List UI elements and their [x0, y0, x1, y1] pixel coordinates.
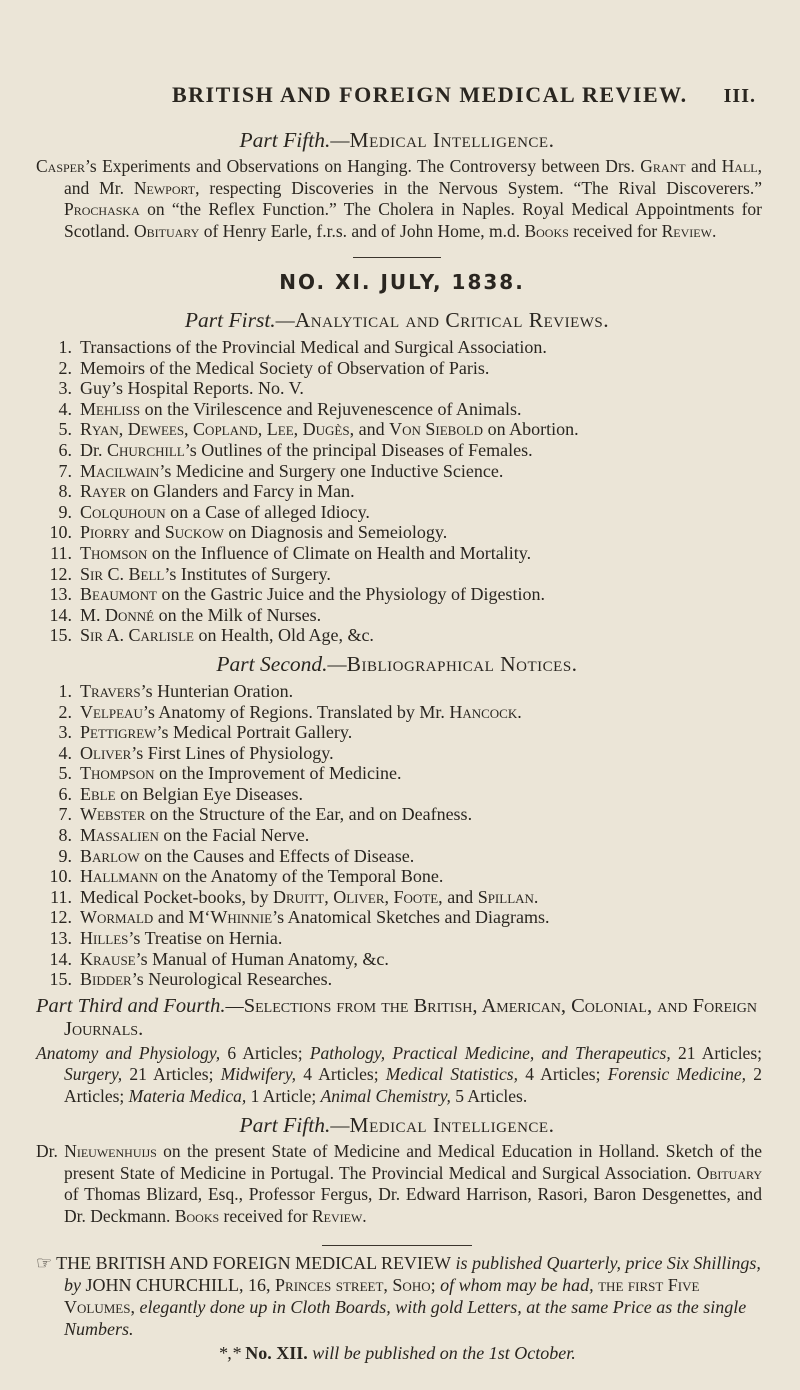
text-run: Wormald: [80, 907, 154, 928]
item-text: [80, 378, 762, 399]
text-run: Medical Pocket-books, by: [80, 886, 273, 907]
text-run: ;: [430, 1275, 441, 1296]
item-number: 6.: [58, 439, 72, 460]
next-number: No. XII.: [245, 1343, 308, 1364]
text-run: Churchill: [107, 439, 185, 460]
item-text: [80, 763, 762, 784]
list-item: [32, 743, 762, 764]
heading-caps: Bibliographical Notices.: [346, 651, 578, 676]
item-text: [80, 399, 762, 420]
item-number: 4.: [58, 742, 72, 763]
item-text: [80, 543, 762, 564]
item-number: 9.: [58, 501, 72, 522]
item-number: 3.: [58, 722, 72, 743]
text-run: .: [517, 701, 522, 722]
text-run: ’s Anatomical Sketches and Diagrams.: [272, 907, 550, 928]
text-run: ’s First Lines of Physiology.: [131, 742, 334, 763]
text-run: and: [153, 907, 189, 928]
list-item: [32, 681, 762, 702]
notice-text: [56, 1253, 761, 1339]
next-number-notice: [32, 1343, 762, 1364]
text-run: received for: [568, 220, 662, 241]
list-item: [32, 440, 762, 461]
text-run: ,: [130, 1297, 140, 1318]
item-text: [80, 702, 762, 723]
part-second-heading: [32, 650, 762, 678]
item-number: 13.: [49, 928, 72, 949]
issue-title: NO. XI. JULY, 1838.: [279, 270, 525, 294]
text-run: on the Influence of Climate on Health and Mortality.: [147, 542, 532, 563]
text-run: Hilles: [80, 928, 129, 949]
list-item: [32, 502, 762, 523]
text-run: 21 Articles;: [670, 1042, 762, 1063]
heading-prefix: Part First.—: [184, 308, 295, 332]
text-run: Thomson: [80, 542, 148, 563]
text-run: 21 Articles;: [122, 1064, 221, 1085]
text-run: Prochaska: [64, 199, 140, 219]
item-number: 10.: [49, 866, 72, 887]
list-item: [32, 784, 762, 805]
text-run: Dr.: [80, 439, 107, 460]
text-run: elegantly done up in Cloth Boards, with gold Letters, at the same Price as the single Numbers.: [64, 1297, 747, 1340]
text-run: the first: [598, 1275, 664, 1296]
text-run: on the Facial Nerve.: [158, 825, 310, 846]
list-item: [32, 949, 762, 970]
text-run: and: [129, 522, 165, 543]
list-item: [32, 481, 762, 502]
text-run: Midwifery,: [220, 1064, 297, 1085]
text-run: on “the Reflex Function.” The Cholera in Naples. Royal Medical Appointments for Scotland.: [64, 199, 762, 241]
text-run: Travers: [80, 680, 141, 701]
item-text: [80, 419, 762, 440]
text-run: Review: [311, 1205, 363, 1226]
text-run: ,: [383, 1275, 393, 1296]
text-run: Hall: [721, 156, 758, 176]
pointing-hand-icon: ☞: [36, 1253, 53, 1274]
text-run: is published Quarterly, price Six Shillings, by: [64, 1253, 761, 1296]
text-run: Obituary: [696, 1162, 762, 1183]
text-run: 1 Article;: [246, 1085, 321, 1106]
text-run: on the Gastric Juice and the Physiology of Digestion.: [157, 584, 545, 605]
text-run: received for: [219, 1205, 312, 1226]
text-run: Oliver: [80, 742, 132, 763]
text-run: THE BRITISH AND FOREIGN MEDICAL REVIEW: [56, 1253, 451, 1274]
item-text: [80, 743, 762, 764]
text-run: .: [533, 886, 539, 907]
text-run: Transactions of the Provincial Medical and Surgical Association.: [80, 337, 547, 357]
item-number: 1.: [58, 337, 72, 357]
item-text: [80, 784, 762, 805]
next-number-text: will be published on the 1st October.: [307, 1343, 576, 1364]
asterism: *,*: [218, 1343, 246, 1364]
text-run: ’s Outlines of the principal Diseases of Females.: [184, 439, 533, 460]
list-item: [32, 722, 762, 743]
list-item: [32, 419, 762, 440]
item-text: [80, 949, 762, 970]
text-run: Ryan, Dewees, Copland, Lee, Dugès,: [80, 419, 355, 440]
item-number: 4.: [58, 398, 72, 419]
text-run: Grant: [640, 156, 686, 176]
text-run: Books: [524, 220, 569, 241]
item-number: 14.: [49, 948, 72, 969]
text-run: Sir A. Carlisle: [80, 625, 194, 646]
text-run: ’s Experiments and Observations on Hanging. The Controversy between Drs.: [85, 156, 641, 176]
heading-caps: Analytical and Critical Reviews.: [294, 308, 610, 332]
text-run: Casper: [36, 156, 86, 176]
text-run: Eble: [80, 783, 116, 804]
part-third-fourth-contents: [36, 1043, 762, 1108]
heading-caps: Medical Intelligence.: [349, 128, 555, 152]
text-run: and: [442, 886, 478, 907]
item-number: 14.: [49, 604, 72, 625]
text-run: Massalien: [80, 825, 159, 846]
text-run: ’s Institutes of Surgery.: [164, 563, 331, 584]
list-item: [32, 625, 762, 646]
item-text: [80, 866, 762, 887]
text-run: ’s Hunterian Oration.: [140, 680, 294, 701]
text-run: M.: [80, 604, 106, 625]
text-run: , and Mr.: [64, 156, 762, 198]
list-item: [32, 564, 762, 585]
list-item: [32, 522, 762, 543]
item-number: 2.: [58, 701, 72, 722]
notice-divider: [322, 1245, 472, 1246]
previous-part-fifth-contents: [36, 156, 762, 242]
item-number: 3.: [58, 378, 72, 399]
item-number: 6.: [58, 783, 72, 804]
item-text: [80, 969, 762, 990]
list-item: [32, 702, 762, 723]
list-item: [32, 846, 762, 867]
text-run: ’s Treatise on Hernia.: [128, 928, 283, 949]
text-run: on the present State of Medicine and Medical Education in Holland. Sketch of the present State of Medicine in Portugal. The Provincial Medical and Surgical Association.: [64, 1141, 762, 1183]
item-number: 7.: [58, 804, 72, 825]
list-item: [32, 378, 762, 399]
item-number: 11.: [50, 542, 72, 563]
item-number: 10.: [49, 522, 72, 543]
section-divider: [353, 257, 441, 258]
text-run: Beaumont: [80, 584, 157, 605]
text-run: Suckow: [164, 522, 224, 543]
text-run: ’s Manual of Human Anatomy, &c.: [135, 948, 389, 969]
item-number: 2.: [58, 357, 72, 378]
item-text: [80, 625, 762, 646]
part-first-heading: [32, 306, 762, 334]
text-run: 2 Articles;: [64, 1064, 762, 1106]
text-run: Barlow: [80, 845, 140, 866]
text-run: ’s Medical Portrait Gallery.: [156, 722, 353, 743]
text-run: 5 Articles.: [450, 1085, 528, 1106]
text-run: Anatomy and Physiology,: [36, 1042, 221, 1063]
text-run: Materia Medica,: [128, 1085, 247, 1106]
text-run: on Belgian Eye Diseases.: [115, 783, 304, 804]
text-run: Piorry: [80, 522, 130, 543]
text-run: and: [354, 419, 390, 440]
item-number: 15.: [49, 969, 72, 990]
text-run: ’s Anatomy of Regions. Translated by Mr.: [142, 701, 450, 722]
text-run: Druitt, Oliver, Foote,: [272, 886, 443, 907]
item-text: [80, 564, 762, 585]
text-run: of Henry Earle, f.r.s. and of John Home, m.d.: [199, 220, 525, 241]
item-text: [80, 887, 762, 908]
text-run: Sir C. Bell: [80, 563, 165, 584]
item-text: [80, 681, 762, 702]
text-run: Dr.: [36, 1141, 65, 1162]
text-run: ’s Neurological Researches.: [131, 969, 333, 990]
list-item: [32, 543, 762, 564]
text-run: 6 Articles;: [220, 1042, 310, 1063]
item-text: [80, 358, 762, 379]
list-item: [32, 825, 762, 846]
text-run: Hancock: [449, 701, 518, 722]
text-run: Colquhoun: [80, 501, 166, 522]
part-third-fourth-heading: [36, 995, 762, 1041]
text-run: Soho: [392, 1275, 431, 1296]
text-run: Pettigrew: [80, 722, 157, 743]
text-run: on Glanders and Farcy in Man.: [126, 481, 355, 502]
text-run: Rayer: [80, 481, 127, 502]
item-text: [80, 605, 762, 626]
text-run: Review: [661, 220, 712, 241]
item-number: 7.: [58, 460, 72, 481]
item-text: [80, 722, 762, 743]
text-run: Mehliss: [80, 398, 141, 419]
text-run: Books: [174, 1205, 220, 1226]
heading-prefix: Part Fifth.—: [239, 128, 350, 152]
publication-notice: [36, 1252, 762, 1340]
item-text: [80, 928, 762, 949]
item-text: [80, 337, 762, 358]
text-run: on Diagnosis and Semeiology.: [223, 522, 448, 543]
item-number: 11.: [50, 886, 72, 907]
text-run: Guy’s Hospital Reports. No. V.: [80, 378, 304, 399]
journal-title: BRITISH AND FOREIGN MEDICAL REVIEW.: [172, 82, 688, 107]
item-text: [80, 825, 762, 846]
list-item: [32, 928, 762, 949]
list-item: [32, 763, 762, 784]
item-text: [80, 481, 762, 502]
heading-prefix: Part Third and Fourth.—: [36, 994, 244, 1017]
text-run: Macilwain: [80, 460, 160, 481]
item-text: [80, 846, 762, 867]
text-run: 4 Articles;: [517, 1064, 608, 1085]
text-run: Bidder: [80, 969, 132, 990]
item-number: 15.: [49, 625, 72, 646]
list-item: [32, 907, 762, 928]
text-run: Spillan: [477, 886, 534, 907]
text-run: Velpeau: [80, 701, 143, 722]
item-number: 12.: [49, 563, 72, 584]
text-run: Pathology, Practical Medicine, and Therapeutics,: [309, 1042, 671, 1063]
list-item: [32, 584, 762, 605]
item-number: 9.: [58, 845, 72, 866]
heading-prefix: Part Fifth.—: [239, 1113, 350, 1138]
text-run: of Thomas Blizard, Esq., Professor Fergus, Dr. Edward Harrison, Rasori, Baron Desgenettes, and Dr. Deckmann.: [64, 1184, 762, 1226]
list-item: [32, 358, 762, 379]
part-first-list: [32, 337, 762, 646]
text-run: on the Causes and Effects of Disease.: [139, 845, 415, 866]
item-number: 8.: [58, 825, 72, 846]
text-run: 4 Articles;: [296, 1064, 386, 1085]
text-run: Newport: [133, 177, 196, 198]
text-run: Surgery,: [64, 1064, 123, 1085]
list-item: [32, 337, 762, 358]
item-number: 8.: [58, 481, 72, 502]
text-run: Krause: [80, 948, 136, 969]
text-run: Medical Statistics,: [385, 1064, 518, 1085]
running-header: [32, 0, 762, 108]
text-run: Webster: [80, 804, 146, 825]
text-run: Obituary: [134, 220, 200, 241]
text-run: Princes street: [275, 1275, 384, 1296]
part-fifth-contents: [36, 1141, 762, 1227]
text-run: Donné: [105, 604, 155, 625]
heading-prefix: Part Second.—: [216, 651, 347, 676]
heading-caps: Selections from the British, American, Colonial, and Foreign Journals.: [64, 994, 757, 1040]
list-item: [32, 461, 762, 482]
text-run: , respecting Discoveries in the Nervous System. “The Rival Discoverers.”: [195, 177, 762, 198]
text-run: on the Anatomy of the Temporal Bone.: [158, 866, 444, 887]
item-text: [80, 804, 762, 825]
item-text: [80, 440, 762, 461]
item-number: 5.: [58, 763, 72, 784]
item-number: 13.: [49, 584, 72, 605]
text-run: on the Virilescence and Rejuvenescence of Animals.: [140, 398, 522, 419]
text-run: on the Structure of the Ear, and on Deafness.: [145, 804, 473, 825]
text-run: and: [685, 156, 722, 176]
text-run: Five Volumes: [64, 1275, 700, 1318]
text-run: Nieuwenhuijs: [64, 1141, 157, 1162]
text-run: Von Siebold: [389, 419, 484, 440]
text-run: Forensic Medicine,: [607, 1064, 746, 1085]
item-text: [80, 502, 762, 523]
text-run: on Health, Old Age, &c.: [193, 625, 374, 646]
text-run: on the Improvement of Medicine.: [154, 763, 402, 784]
list-item: [32, 399, 762, 420]
item-number: 1.: [58, 680, 72, 701]
text-run: on the Milk of Nurses.: [154, 604, 322, 625]
text-run: Thompson: [80, 763, 155, 784]
list-item: [32, 887, 762, 908]
text-run: .: [362, 1205, 367, 1226]
item-text: [80, 461, 762, 482]
item-number: 12.: [49, 907, 72, 928]
list-item: [32, 969, 762, 990]
text-run: ’s Medicine and Surgery one Inductive Science.: [159, 460, 504, 481]
item-text: [80, 907, 762, 928]
text-run: JOHN CHURCHILL, 16,: [85, 1275, 276, 1296]
text-run: .: [711, 220, 717, 241]
text-run: Animal Chemistry,: [320, 1085, 451, 1106]
item-number: 5.: [58, 419, 72, 440]
previous-part-fifth-heading: [32, 126, 762, 154]
item-text: [80, 522, 762, 543]
text-run: Hallmann: [80, 866, 158, 887]
part-second-list: [32, 681, 762, 990]
text-run: M‘Whinnie: [188, 907, 273, 928]
page-number: III.: [723, 85, 756, 107]
part-fifth-heading: [32, 1111, 762, 1139]
heading-caps: Medical Intelligence.: [349, 1113, 555, 1138]
text-run: Memoirs of the Medical Society of Observation of Paris.: [80, 357, 490, 378]
item-text: [80, 584, 762, 605]
text-run: of whom may be had,: [440, 1275, 599, 1296]
list-item: [32, 866, 762, 887]
text-run: on a Case of alleged Idiocy.: [165, 501, 370, 522]
text-run: on Abortion.: [483, 419, 579, 440]
list-item: [32, 605, 762, 626]
list-item: [32, 804, 762, 825]
